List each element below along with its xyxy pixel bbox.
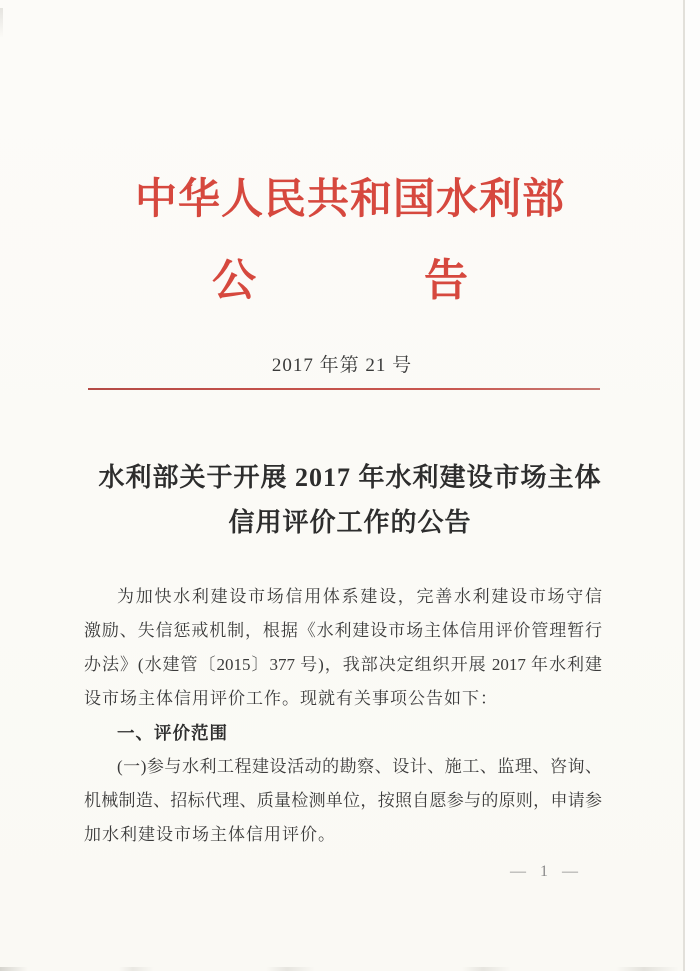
announcement-title [0, 257, 690, 305]
document-title-line-2: 信用评价工作的公告 [228, 508, 472, 537]
document-title-line-1: 水利部关于开展 2017 年水利建设市场主体 [98, 463, 602, 492]
body-text-block [84, 580, 602, 852]
paragraph-1-line-3: 办法》(水建管〔2015〕377 号)，我部决定组织开展 2017 年水利建 [84, 655, 602, 674]
paragraph-1-line-1: 为加快水利建设市场信用体系建设，完善水利建设市场守信 [117, 587, 602, 606]
paragraph-2-line-3: 加水利建设市场主体信用评价。 [84, 825, 336, 844]
scan-edge-line [683, 0, 685, 971]
scan-corner-mark [0, 8, 3, 38]
scan-edge-strip [685, 0, 700, 971]
announcement-char-gao: 告 [424, 256, 468, 305]
ministry-title: 中华人民共和国水利部 [134, 177, 565, 223]
red-divider-line [88, 388, 600, 390]
paragraph-2-line-1: (一)参与水利工程建设活动的勘察、设计、施工、监理、咨询、 [117, 757, 602, 776]
paragraph-2-line-2: 机械制造、招标代理、质量检测单位，按照自愿参与的原则，申请参 [84, 791, 602, 810]
scan-bottom-smudge [0, 967, 700, 971]
paragraph-1-line-2: 激励、失信惩戒机制，根据《水利建设市场主体信用评价管理暂行 [84, 621, 602, 640]
page-number: — 1 — [510, 863, 580, 880]
issue-number: 2017 年第 21 号 [271, 355, 413, 376]
paragraph-1-line-4: 设市场主体信用评价工作。现就有关事项公告如下： [84, 689, 498, 708]
document-title [0, 455, 700, 545]
announcement-char-gong: 公 [212, 256, 256, 305]
section-1-heading: 一、评价范围 [117, 723, 228, 743]
